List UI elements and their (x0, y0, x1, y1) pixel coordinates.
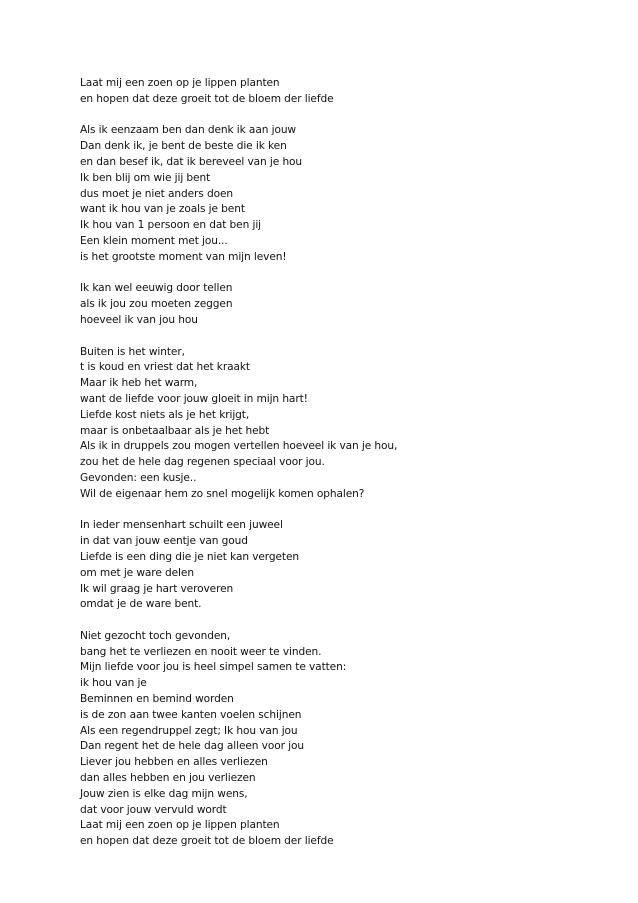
text-line: Als een regendruppel zegt; Ik hou van jou (80, 724, 298, 737)
text-line: Maar ik heb het warm, (80, 377, 198, 390)
text-line: Beminnen en bemind worden (80, 693, 234, 706)
stanza (80, 345, 600, 503)
text-line: is het grootste moment van mijn leven! (80, 250, 287, 263)
text-line: Ik wil graag je hart veroveren (80, 582, 234, 595)
text-line: dan alles hebben en jou verliezen (80, 772, 256, 785)
text-line: Als ik eenzaam ben dan denk ik aan jouw (80, 124, 296, 137)
text-line: Ik ben blij om wie jij bent (80, 171, 211, 184)
text-line: Ik hou van 1 persoon en dat ben jij (80, 219, 262, 232)
stanza (80, 518, 600, 613)
text-line: is de zon aan twee kanten voelen schijnen (80, 708, 302, 721)
text-line: Laat mij een zoen op je lippen planten (80, 819, 280, 832)
text-line: Laat mij een zoen op je lippen planten (80, 77, 280, 89)
text-line: Buiten is het winter, (80, 345, 185, 358)
text-line: Als ik in druppels zou mogen vertellen hoeveel ik van je hou, (80, 440, 398, 453)
text-line: dat voor jouw vervuld wordt (80, 803, 227, 816)
text-line: In ieder mensenhart schuilt een juweel (80, 519, 283, 532)
text-line: Dan denk ik, je bent de beste die ik ken (80, 140, 287, 153)
text-line: in dat van jouw eentje van goud (80, 535, 248, 548)
text-line: Een klein moment met jou... (80, 234, 228, 247)
text-line: Liefde is een ding die je niet kan vergeten (80, 550, 300, 563)
text-line: Jouw zien is elke dag mijn wens, (80, 787, 248, 800)
text-line: hoeveel ik van jou hou (80, 313, 198, 326)
text-line: Liefde kost niets als je het krijgt, (80, 408, 250, 421)
text-line: Mijn liefde voor jou is heel simpel samen te vatten: (80, 661, 347, 674)
text-line: maar is onbetaalbaar als je het hebt (80, 424, 270, 437)
text-line: Liever jou hebben en alles verliezen (80, 756, 268, 769)
text-line: en hopen dat deze groeit tot de bloem der liefde (80, 92, 334, 105)
text-line: als ik jou zou moeten zeggen (80, 298, 233, 311)
text-line: om met je ware delen (80, 566, 194, 579)
stanza (80, 629, 600, 850)
text-line: zou het de hele dag regenen speciaal voor jou. (80, 456, 325, 469)
stanza (80, 76, 600, 108)
text-line: Wil de eigenaar hem zo snel mogelijk komen ophalen? (80, 487, 365, 500)
text-line: bang het te verliezen en nooit weer te vinden. (80, 645, 322, 658)
text-line: Niet gezocht toch gevonden, (80, 629, 231, 642)
poem-text (80, 76, 600, 850)
text-line: en hopen dat deze groeit tot de bloem der liefde (80, 835, 334, 848)
text-line: ik hou van je (80, 677, 147, 690)
text-line: dus moet je niet anders doen (80, 187, 234, 200)
text-line: want ik hou van je zoals je bent (80, 203, 245, 216)
stanza (80, 281, 600, 328)
text-line: Gevonden: een kusje.. (80, 471, 197, 484)
text-line: want de liefde voor jouw gloeit in mijn hart! (80, 392, 308, 405)
text-line: Dan regent het de hele dag alleen voor jou (80, 740, 304, 753)
text-line: t is koud en vriest dat het kraakt (80, 361, 250, 374)
text-line: Ik kan wel eeuwig door tellen (80, 282, 233, 295)
text-line: omdat je de ware bent. (80, 598, 202, 611)
text-line: en dan besef ik, dat ik bereveel van je hou (80, 155, 303, 168)
stanza (80, 123, 600, 265)
